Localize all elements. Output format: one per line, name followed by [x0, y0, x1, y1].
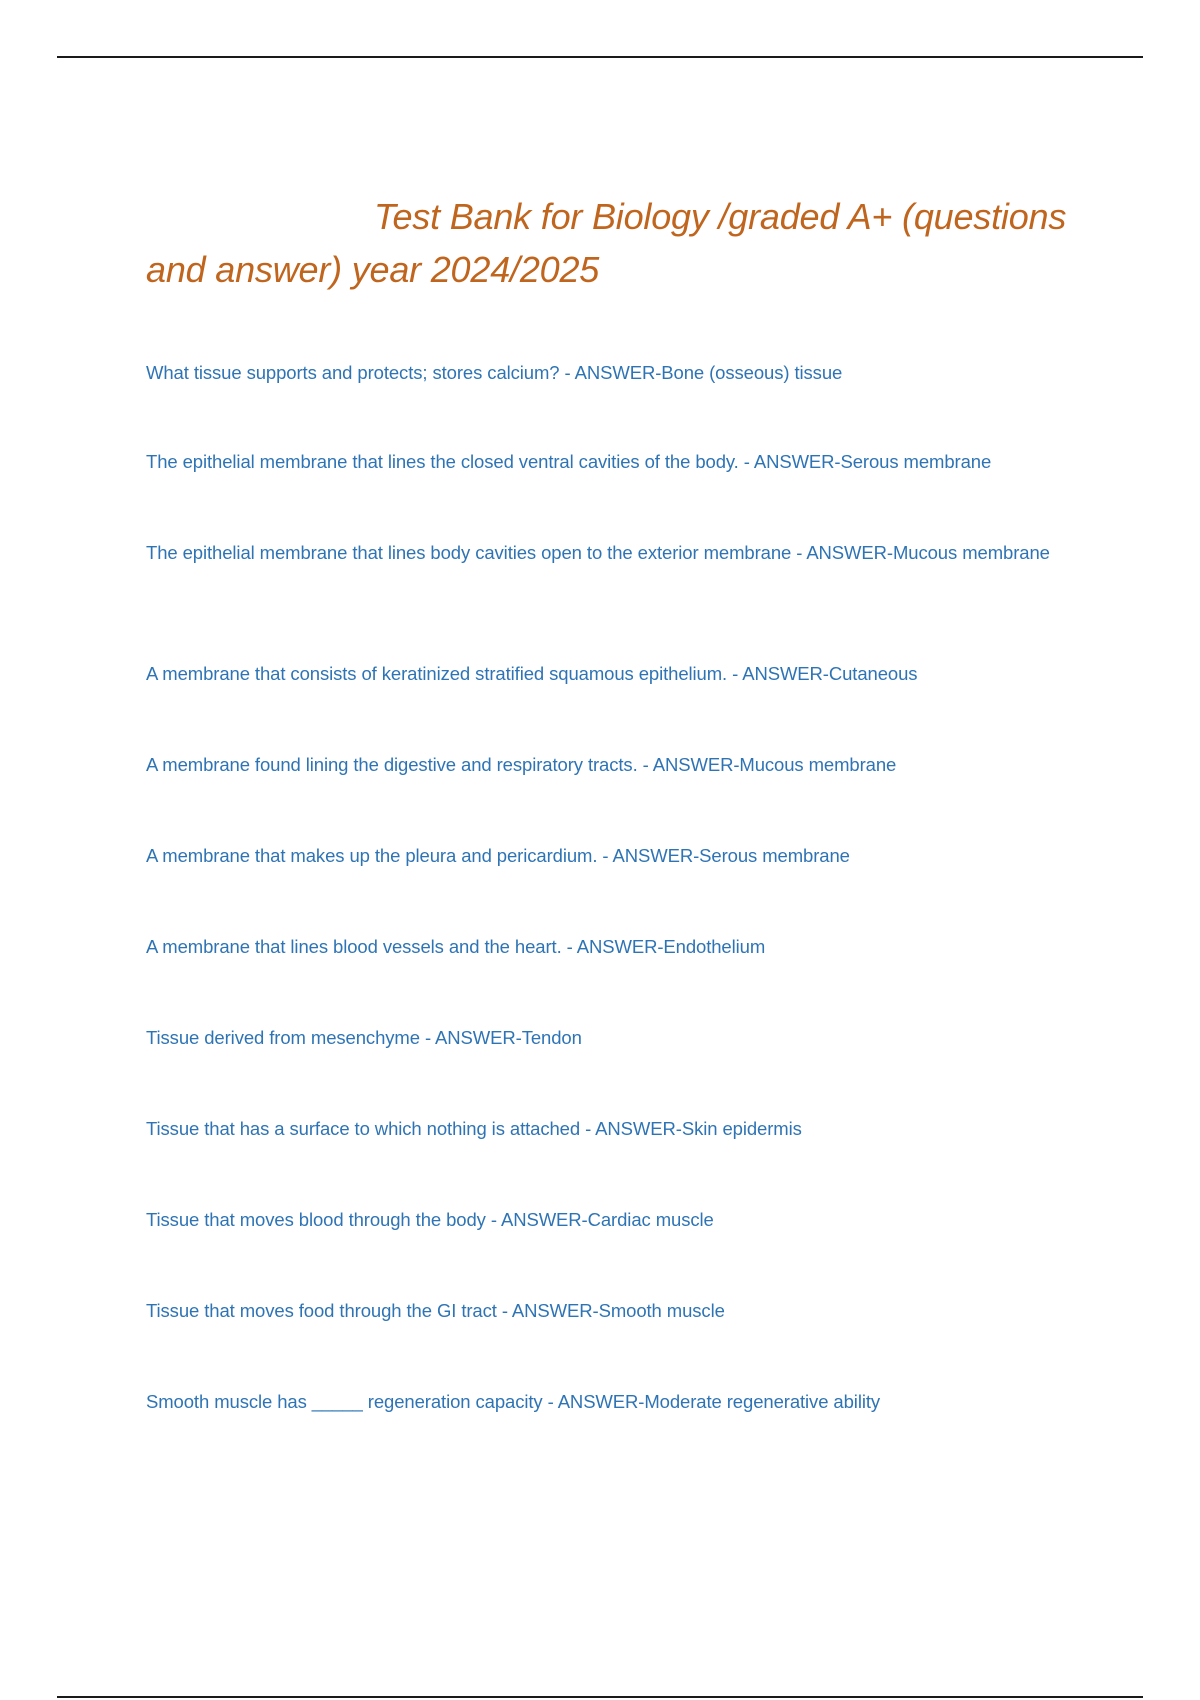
- qa-item: Tissue derived from mesenchyme - ANSWER-Tendon: [146, 1027, 582, 1048]
- qa-item: Tissue that has a surface to which nothing is attached - ANSWER-Skin epidermis: [146, 1118, 802, 1139]
- document-title: Test Bank for Biology /graded A+ (questions and answer) year 2024/2025: [146, 196, 1067, 290]
- qa-item: Tissue that moves blood through the body - ANSWER-Cardiac muscle: [146, 1209, 714, 1230]
- qa-item: A membrane found lining the digestive and respiratory tracts. - ANSWER-Mucous membrane: [146, 754, 897, 775]
- bottom-divider: [57, 1696, 1143, 1698]
- qa-item: Tissue that moves food through the GI tract - ANSWER-Smooth muscle: [146, 1300, 725, 1321]
- qa-item: A membrane that consists of keratinized stratified squamous epithelium. - ANSWER-Cutaneous: [146, 663, 918, 684]
- qa-item: What tissue supports and protects; stores calcium? - ANSWER-Bone (osseous) tissue: [146, 362, 843, 383]
- qa-item: A membrane that lines blood vessels and the heart. - ANSWER-Endothelium: [146, 936, 766, 957]
- qa-item: Smooth muscle has _____ regeneration capacity - ANSWER-Moderate regenerative ability: [146, 1391, 881, 1412]
- qa-item: The epithelial membrane that lines body cavities open to the exterior membrane - ANSWER-Mucous membrane: [146, 542, 1050, 563]
- qa-item: A membrane that makes up the pleura and pericardium. - ANSWER-Serous membrane: [146, 845, 850, 866]
- qa-item: The epithelial membrane that lines the closed ventral cavities of the body. - ANSWER-Serous membrane: [146, 451, 992, 472]
- top-divider: [57, 56, 1143, 58]
